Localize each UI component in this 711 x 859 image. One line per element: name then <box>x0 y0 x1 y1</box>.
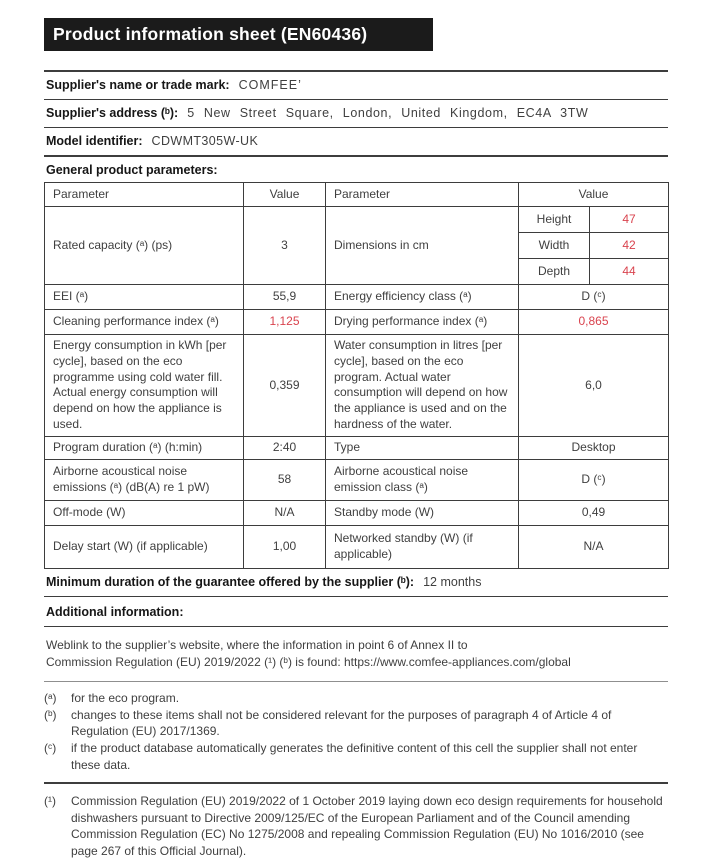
value-cell-delay-start: 1,00 <box>244 525 326 568</box>
general-parameters-table <box>44 182 669 569</box>
table-row <box>45 436 669 459</box>
footnote-a <box>44 690 668 707</box>
header-parameter-right: Parameter <box>326 183 519 207</box>
weblink-url[interactable]: https://www.comfee-appliances.com/global <box>344 654 571 669</box>
regulation-footnote <box>44 793 668 859</box>
value-cell-noise-emissions: 58 <box>244 459 326 500</box>
dimension-label-width: Width <box>519 233 590 259</box>
value-cell-type: Desktop <box>519 436 669 459</box>
table-row <box>45 500 669 525</box>
model-identifier-value: CDWMT305W-UK <box>151 134 259 148</box>
page-title <box>44 18 433 51</box>
supplier-address-value: 5 New Street Square, London, United Kingdom, EC4A 3TW <box>187 106 589 120</box>
table-row <box>45 207 669 233</box>
table-header-row <box>45 183 669 207</box>
header-value-right: Value <box>519 183 669 207</box>
param-cell-networked-standby: Networked standby (W) (if applicable) <box>326 525 519 568</box>
regulation-footnote-marker: (¹) <box>44 794 56 809</box>
regulation-footnote-text: Commission Regulation (EU) 2019/2022 of 1 October 2019 laying down eco design requirements for household dishwashers pursuant to Directive 2009/125/EC of the European Parliament and of the Council amending Commission Regulation (EC) No 1275/2008 and repealing Commission Regulation (EU) No 1016/2010 (see page 267 of this Official Journal). <box>71 794 663 858</box>
param-cell-eei: EEI (ᵃ) <box>45 285 244 310</box>
value-cell-rated-capacity: 3 <box>244 207 326 285</box>
model-identifier-row <box>44 128 668 157</box>
param-cell-drying-index: Drying performance index (ᵃ) <box>326 310 519 335</box>
footnote-c-text: if the product database automatically generates the definitive content of this cell the supplier shall not enter these data. <box>71 741 638 772</box>
value-cell-program-duration: 2:40 <box>244 436 326 459</box>
value-cell-off-mode: N/A <box>244 500 326 525</box>
param-cell-energy-consumption: Energy consumption in kWh [per cycle], based on the eco programme using cold water fill. Actual energy consumption will depend on how the appliance is used. <box>45 335 244 437</box>
param-cell-cleaning-index: Cleaning performance index (ᵃ) <box>45 310 244 335</box>
footnotes <box>44 690 668 773</box>
footnote-b <box>44 707 668 740</box>
header-value-left: Value <box>244 183 326 207</box>
dimension-value-height: 47 <box>590 207 669 233</box>
supplier-info-block <box>44 70 668 182</box>
value-cell-drying-index: 0,865 <box>519 310 669 335</box>
weblink-line2 <box>46 654 666 671</box>
param-cell-off-mode: Off-mode (W) <box>45 500 244 525</box>
dimension-value-depth: 44 <box>590 259 669 285</box>
weblink-paragraph <box>44 627 668 683</box>
dimension-label-depth: Depth <box>519 259 590 285</box>
param-cell-energy-class: Energy efficiency class (ᵃ) <box>326 285 519 310</box>
param-cell-type: Type <box>326 436 519 459</box>
footnote-a-text: for the eco program. <box>71 691 180 706</box>
value-cell-networked-standby: N/A <box>519 525 669 568</box>
footnote-a-marker: (ᵃ) <box>44 691 57 706</box>
value-cell-energy-consumption: 0,359 <box>244 335 326 437</box>
footnote-separator <box>44 782 668 784</box>
param-cell-program-duration: Program duration (ᵃ) (h:min) <box>45 436 244 459</box>
value-cell-water-consumption: 6,0 <box>519 335 669 437</box>
guarantee-label: Minimum duration of the guarantee offered by the supplier (ᵇ): <box>46 574 415 589</box>
dimension-label-height: Height <box>519 207 590 233</box>
param-cell-noise-emissions: Airborne acoustical noise emissions (ᵃ) (dB(A) re 1 pW) <box>45 459 244 500</box>
supplier-name-row <box>44 72 668 100</box>
supplier-address-label: Supplier's address (ᵇ): <box>46 106 179 120</box>
supplier-name-value: COMFEE’ <box>238 78 302 92</box>
value-cell-eei: 55,9 <box>244 285 326 310</box>
dimension-value-width: 42 <box>590 233 669 259</box>
table-row <box>45 310 669 335</box>
param-cell-dimensions: Dimensions in cm <box>326 207 519 285</box>
additional-information-heading: Additional information: <box>44 597 668 627</box>
param-cell-water-consumption: Water consumption in litres [per cycle], based on the eco program. Actual water consumption will depend on how the appliance is used and on the hardness of the water. <box>326 335 519 437</box>
param-cell-noise-class: Airborne acoustical noise emission class (ᵃ) <box>326 459 519 500</box>
value-cell-standby-mode: 0,49 <box>519 500 669 525</box>
value-cell-cleaning-index: 1,125 <box>244 310 326 335</box>
param-cell-delay-start: Delay start (W) (if applicable) <box>45 525 244 568</box>
weblink-line1: Weblink to the supplier’s website, where the information in point 6 of Annex II to <box>46 637 468 652</box>
footnote-c <box>44 740 668 773</box>
table-row <box>45 285 669 310</box>
supplier-name-label: Supplier's name or trade mark: <box>46 78 230 92</box>
value-cell-noise-class: D (ᶜ) <box>519 459 669 500</box>
model-identifier-label: Model identifier: <box>46 134 143 148</box>
page-title-text: Product information sheet (EN60436) <box>53 24 368 44</box>
table-row <box>45 525 669 568</box>
footnote-b-marker: (ᵇ) <box>44 707 57 722</box>
general-parameters-heading: General product parameters: <box>46 163 218 177</box>
supplier-address-row <box>44 100 668 128</box>
guarantee-row <box>44 569 668 597</box>
weblink-line2-text: Commission Regulation (EU) 2019/2022 (¹) (ᵇ) is found: <box>46 654 341 669</box>
footnote-b-text: changes to these items shall not be considered relevant for the purposes of paragraph 4 of Article 4 of Regulation (EU) 2017/1369. <box>71 707 612 739</box>
value-cell-energy-class: D (ᶜ) <box>519 285 669 310</box>
footnote-c-marker: (ᶜ) <box>44 741 57 756</box>
guarantee-value: 12 months <box>423 574 482 589</box>
param-cell-standby-mode: Standby mode (W) <box>326 500 519 525</box>
table-row <box>45 335 669 437</box>
header-parameter-left: Parameter <box>45 183 244 207</box>
table-row <box>45 459 669 500</box>
param-cell-rated-capacity: Rated capacity (ᵃ) (ps) <box>45 207 244 285</box>
